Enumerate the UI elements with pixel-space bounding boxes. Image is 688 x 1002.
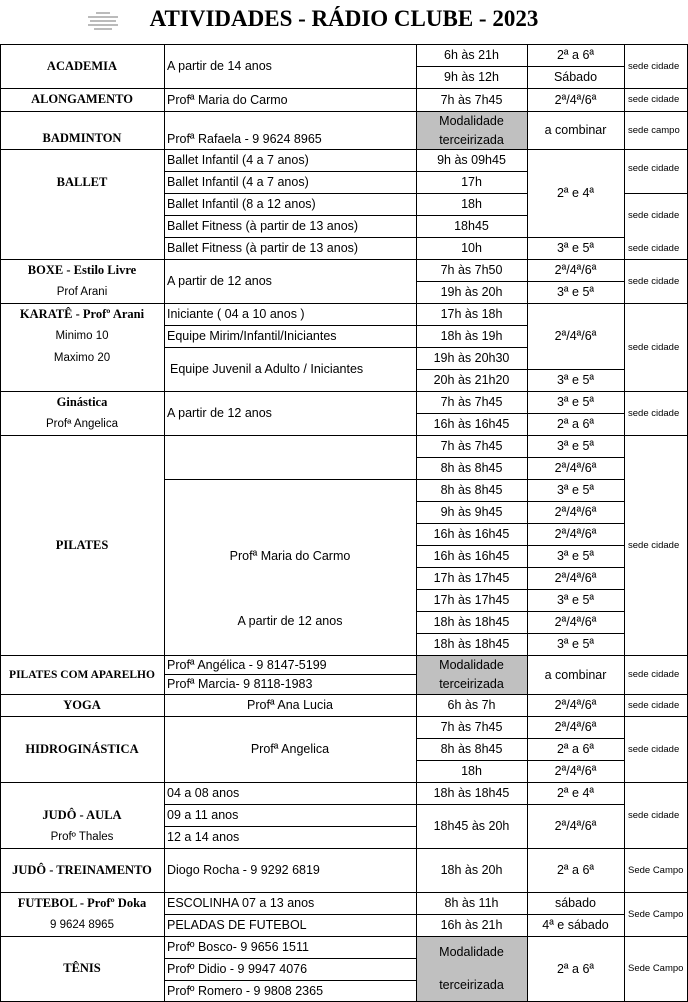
grid-line bbox=[624, 193, 688, 194]
modality-label: Modalidade bbox=[439, 657, 504, 672]
grid-line bbox=[0, 88, 688, 89]
days-cell: 2ª e 4ª bbox=[556, 786, 595, 800]
time-cell: 9h às 12h bbox=[444, 70, 499, 84]
time-cell: 18h às 20h bbox=[440, 863, 503, 877]
location-cell: sede cidade bbox=[628, 699, 680, 711]
time-cell: 6h às 21h bbox=[444, 48, 499, 62]
time-cell: 20h às 21h20 bbox=[433, 373, 510, 387]
activity-name: JUDÔ - TREINAMENTO bbox=[12, 862, 152, 877]
grid-line bbox=[416, 760, 625, 761]
instructor-name: Profº Thales bbox=[50, 831, 114, 843]
time-cell: 16h às 16h45 bbox=[433, 527, 510, 541]
grid-line bbox=[416, 567, 625, 568]
activity-desc: Profª Maria do Carmo bbox=[167, 92, 288, 107]
days-cell: 2ª/4ª/6ª bbox=[554, 527, 597, 541]
time-cell: 18h às 18h45 bbox=[433, 786, 510, 800]
instructor-contact: Profº Didio - 9 9947 4076 bbox=[167, 962, 308, 976]
outsourced-cell bbox=[416, 936, 527, 1001]
time-cell: 8h às 8h45 bbox=[440, 461, 503, 475]
grid-line bbox=[0, 848, 688, 849]
activity-name: PILATES bbox=[55, 537, 109, 552]
activity-name: HIDROGINÁSTICA bbox=[25, 741, 139, 756]
activity-desc: A partir de 12 anos bbox=[167, 406, 272, 420]
days-cell: a combinar bbox=[544, 123, 607, 137]
time-cell: 18h às 19h bbox=[440, 329, 503, 343]
grid-line bbox=[164, 215, 528, 216]
days-cell: 3ª e 5ª bbox=[556, 637, 595, 651]
location-cell: sede cidade bbox=[628, 275, 680, 287]
grid-line bbox=[164, 958, 417, 959]
time-cell: 7h às 7h50 bbox=[440, 263, 503, 277]
location-cell: sede cidade bbox=[628, 94, 680, 105]
time-cell: 10h bbox=[461, 241, 482, 255]
activity-name: JUDÔ - AULA bbox=[42, 807, 122, 822]
grid-line bbox=[416, 66, 625, 67]
instructor-contact: Profª Angélica - 9 8147-5199 bbox=[167, 657, 327, 672]
activity-desc: 09 a 11 anos bbox=[167, 808, 239, 822]
grid-line bbox=[164, 193, 528, 194]
grid-line bbox=[416, 523, 625, 524]
grid-line bbox=[0, 655, 688, 656]
grid-line bbox=[0, 259, 688, 260]
days-cell: 3ª e 5ª bbox=[556, 373, 595, 387]
time-cell: 16h às 16h45 bbox=[433, 549, 510, 563]
activity-name: BALLET bbox=[56, 175, 108, 189]
location-cell: sede cidade bbox=[628, 163, 680, 174]
days-cell: 3ª e 5ª bbox=[556, 285, 595, 299]
modality-label: Modalidade bbox=[439, 113, 504, 128]
days-cell: 3ª e 5ª bbox=[556, 395, 595, 409]
instructor-name: Profª Maria do Carmo bbox=[229, 549, 351, 563]
activity-desc: Ballet Infantil (4 a 7 anos) bbox=[167, 175, 309, 189]
grid-line bbox=[0, 716, 688, 717]
activity-name: BADMINTON bbox=[42, 131, 122, 145]
grid-line bbox=[0, 111, 688, 112]
location-cell: sede cidade bbox=[628, 242, 680, 254]
grid-line bbox=[164, 44, 165, 1001]
grid-line bbox=[164, 347, 528, 348]
outsourced-cell bbox=[416, 111, 527, 149]
grid-line bbox=[416, 501, 625, 502]
time-cell: 18h às 18h45 bbox=[433, 637, 510, 651]
activity-desc: Ballet Fitness (à partir de 13 anos) bbox=[167, 241, 359, 255]
days-cell: 2ª/4ª/6ª bbox=[554, 698, 597, 712]
activity-name-extra: - Estilo Livre bbox=[63, 262, 137, 277]
days-cell: 2ª/4ª/6ª bbox=[554, 615, 597, 629]
days-cell: 2ª/4ª/6ª bbox=[554, 329, 597, 343]
activity-name: ALONGAMENTO bbox=[31, 92, 133, 106]
grid-line bbox=[416, 413, 625, 414]
grid-line bbox=[416, 611, 625, 612]
grid-line bbox=[164, 171, 528, 172]
time-cell: 18h45 às 20h bbox=[433, 819, 510, 833]
instructor-name: Profª Ana Lucia bbox=[247, 698, 333, 712]
grid-line bbox=[164, 237, 625, 238]
activity-desc: A partir de 12 anos bbox=[167, 274, 272, 288]
days-cell: 3ª e 5ª bbox=[556, 241, 595, 255]
activity-name: KARATÊ - Profº Arani bbox=[19, 306, 145, 321]
grid-line bbox=[164, 980, 417, 981]
grid-line bbox=[164, 914, 625, 915]
time-cell: 17h às 17h45 bbox=[433, 593, 510, 607]
location-cell: sede cidade bbox=[628, 341, 680, 353]
time-cell: 7h às 7h45 bbox=[440, 92, 503, 107]
days-cell: 2ª a 6ª bbox=[556, 417, 595, 431]
days-cell: 2ª/4ª/6ª bbox=[554, 92, 597, 107]
grid-line bbox=[164, 804, 625, 805]
time-cell: 18h às 18h45 bbox=[433, 615, 510, 629]
days-cell: 2ª a 6ª bbox=[556, 742, 595, 756]
instructor-name: Prof Arani bbox=[56, 286, 108, 298]
grid-line bbox=[0, 303, 688, 304]
grid-line bbox=[416, 738, 625, 739]
location-cell: sede cidade bbox=[628, 743, 680, 755]
days-cell: 3ª e 5ª bbox=[556, 439, 595, 453]
days-cell: 2ª a 6ª bbox=[556, 863, 595, 877]
instructor-contact: Profº Bosco- 9 9656 1511 bbox=[167, 940, 309, 954]
activity-desc: PELADAS DE FUTEBOL bbox=[167, 918, 307, 932]
modality-label: terceirizada bbox=[439, 677, 504, 692]
time-cell: 16h às 21h bbox=[440, 918, 503, 932]
location-cell: sede cidade bbox=[628, 669, 680, 680]
activity-desc: A partir de 12 anos bbox=[237, 614, 343, 628]
activity-desc: Ballet Infantil (8 a 12 anos) bbox=[167, 197, 316, 211]
activity-desc: Equipe Mirim/Infantil/Iniciantes bbox=[167, 329, 337, 343]
activity-name-main: BOXE bbox=[27, 262, 64, 277]
modality-label: Modalidade bbox=[439, 945, 504, 960]
grid-line bbox=[416, 633, 625, 634]
time-cell: 8h às 8h45 bbox=[440, 483, 503, 497]
instructor-contact: Profª Marcia- 9 8118-1983 bbox=[167, 677, 313, 691]
location-cell: sede cidade bbox=[628, 809, 680, 821]
time-cell: 9h às 09h45 bbox=[437, 153, 506, 167]
activity-name: YOGA bbox=[63, 697, 101, 712]
time-cell: 19h às 20h bbox=[440, 285, 503, 299]
time-cell: 18h45 bbox=[454, 219, 489, 233]
location-cell: sede campo bbox=[628, 124, 680, 136]
grid-line bbox=[416, 369, 528, 370]
activity-name bbox=[0, 259, 164, 281]
logo-icon bbox=[86, 10, 120, 36]
activity-name: ACADEMIA bbox=[46, 58, 118, 73]
days-cell: 2ª/4ª/6ª bbox=[554, 764, 597, 778]
grid-line bbox=[416, 589, 625, 590]
time-cell: 9h às 9h45 bbox=[440, 505, 503, 519]
grid-line bbox=[0, 149, 688, 150]
activity-desc: Iniciante ( 04 a 10 anos ) bbox=[167, 307, 305, 321]
days-cell: 3ª e 5ª bbox=[556, 593, 595, 607]
days-cell: 2ª e 4ª bbox=[556, 186, 595, 200]
activity-desc: 12 a 14 anos bbox=[167, 830, 240, 844]
days-cell: 3ª e 5ª bbox=[556, 549, 595, 563]
days-cell: Sábado bbox=[553, 70, 598, 84]
time-cell: 7h às 7h45 bbox=[440, 439, 503, 453]
activity-desc: Ballet Fitness (à partir de 13 anos) bbox=[167, 219, 359, 233]
location-cell: Sede Campo bbox=[628, 864, 684, 876]
days-cell: 2ª a 6ª bbox=[556, 48, 595, 62]
modality-label: terceirizada bbox=[439, 977, 504, 992]
activity-desc: ESCOLINHA 07 a 13 anos bbox=[167, 896, 315, 910]
activity-name: FUTEBOL - Profº Doka bbox=[17, 895, 147, 910]
activity-desc: Equipe Juvenil a Adulto / Iniciantes bbox=[170, 362, 364, 376]
grid-line bbox=[416, 457, 625, 458]
days-cell: a combinar bbox=[544, 667, 607, 682]
grid-line bbox=[164, 479, 417, 480]
activity-desc: Profª Rafaela - 9 9624 8965 bbox=[167, 132, 322, 146]
grid-line bbox=[0, 782, 688, 783]
activity-name: PILATES COM APARELHO bbox=[9, 668, 155, 681]
time-cell: 16h às 16h45 bbox=[433, 417, 510, 431]
location-cell: Sede Campo bbox=[628, 963, 684, 974]
time-cell: 18h bbox=[461, 764, 482, 778]
capacity-min: Minimo 10 bbox=[55, 330, 109, 342]
grid-line bbox=[0, 435, 688, 436]
time-cell: 17h às 17h45 bbox=[433, 571, 510, 585]
activity-name: TÊNIS bbox=[63, 961, 101, 975]
instructor-name: Profª Angelica bbox=[250, 742, 330, 756]
capacity-max: Maximo 20 bbox=[53, 352, 111, 364]
location-cell: sede cidade bbox=[628, 209, 680, 221]
page-title: ATIVIDADES - RÁDIO CLUBE - 2023 bbox=[149, 6, 539, 31]
days-cell: 2ª a 6ª bbox=[556, 961, 595, 976]
time-cell: 8h às 11h bbox=[444, 896, 499, 910]
time-cell: 6h às 7h bbox=[447, 698, 496, 712]
time-cell: 7h às 7h45 bbox=[440, 395, 503, 409]
days-cell: 2ª/4ª/6ª bbox=[554, 571, 597, 585]
days-cell: 2ª/4ª/6ª bbox=[554, 505, 597, 519]
days-cell: 4ª e sábado bbox=[542, 918, 609, 932]
days-cell: sábado bbox=[554, 896, 596, 910]
activity-desc: Ballet Infantil (4 a 7 anos) bbox=[167, 153, 309, 167]
location-cell: sede cidade bbox=[628, 60, 680, 72]
grid-line bbox=[527, 369, 625, 370]
days-cell: 3ª e 5ª bbox=[556, 483, 595, 497]
grid-line bbox=[0, 44, 1, 1002]
grid-line bbox=[416, 479, 625, 480]
grid-line bbox=[416, 281, 625, 282]
grid-line bbox=[0, 391, 688, 392]
grid-line bbox=[0, 694, 688, 695]
time-cell: 18h bbox=[461, 197, 482, 211]
location-cell: sede cidade bbox=[628, 539, 680, 551]
activity-name: Ginástica bbox=[56, 394, 108, 409]
grid-line bbox=[164, 674, 417, 675]
grid-line bbox=[164, 325, 528, 326]
location-cell: Sede Campo bbox=[628, 908, 684, 920]
days-cell: 2ª/4ª/6ª bbox=[554, 819, 597, 833]
grid-line bbox=[416, 545, 625, 546]
time-cell: 17h às 18h bbox=[440, 307, 503, 321]
grid-line bbox=[0, 44, 688, 45]
modality-label: terceirizada bbox=[439, 132, 504, 147]
time-cell: 7h às 7h45 bbox=[440, 720, 503, 734]
days-cell: 2ª/4ª/6ª bbox=[554, 720, 597, 734]
activity-desc: A partir de 14 anos bbox=[167, 59, 272, 73]
grid-line bbox=[164, 826, 417, 827]
instructor-name: Profª Angelica bbox=[45, 418, 119, 430]
time-cell: 19h às 20h30 bbox=[433, 351, 510, 365]
location-cell: sede cidade bbox=[628, 407, 680, 419]
instructor-contact: Diogo Rocha - 9 9292 6819 bbox=[167, 863, 320, 877]
grid-line bbox=[0, 892, 688, 893]
days-cell: 2ª/4ª/6ª bbox=[554, 263, 597, 277]
days-cell: 2ª/4ª/6ª bbox=[554, 461, 597, 475]
activity-desc: 04 a 08 anos bbox=[167, 786, 240, 800]
instructor-phone: 9 9624 8965 bbox=[50, 919, 114, 931]
outsourced-cell bbox=[416, 655, 527, 694]
time-cell: 17h bbox=[461, 175, 482, 189]
time-cell: 8h às 8h45 bbox=[440, 742, 503, 756]
grid-line bbox=[0, 936, 688, 937]
instructor-contact: Profº Romero - 9 9808 2365 bbox=[167, 984, 324, 998]
